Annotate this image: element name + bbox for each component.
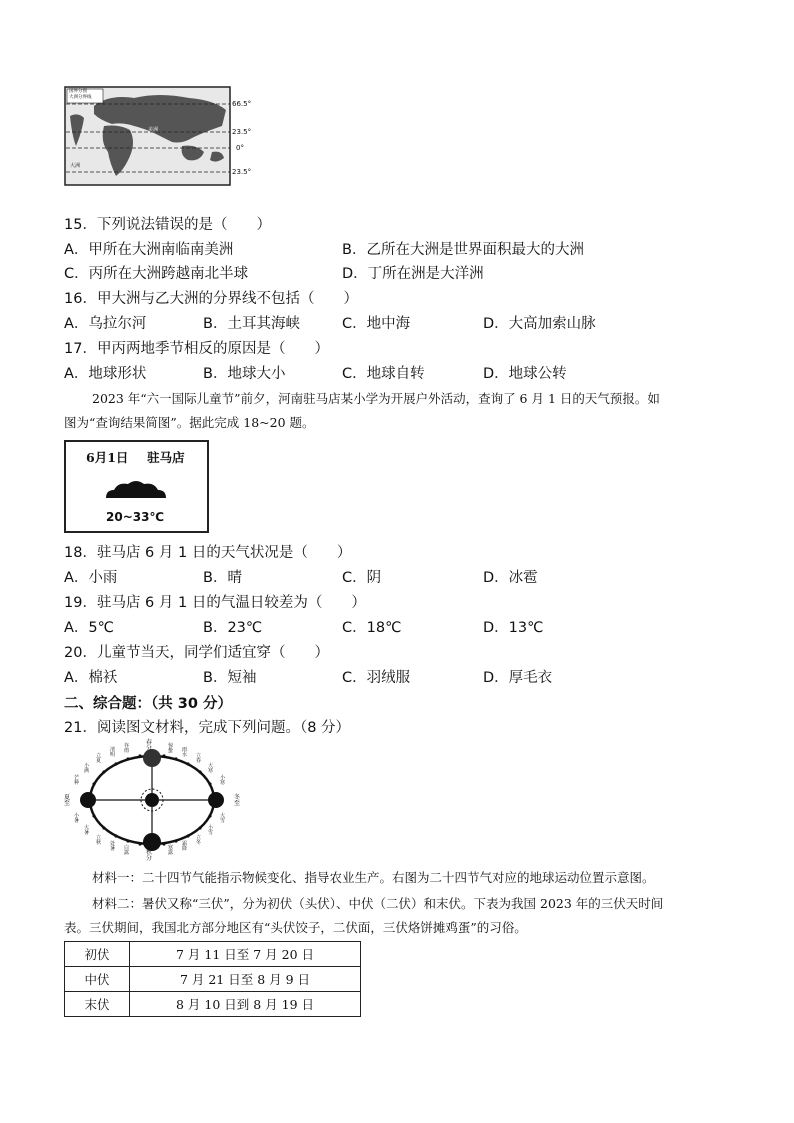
world-map-image [64,86,248,186]
map-legend-item: 国界分图 [69,89,87,94]
term-label: 大暑 [84,825,90,836]
q17-option-d[interactable]: D．地球公转 [483,366,567,382]
q18-option-a[interactable]: A．小雨 [64,570,118,586]
q15-option-b[interactable]: B．乙所在大洲是世界面积最大的大洲 [342,242,584,258]
q15-option-d[interactable]: D．丁所在洲是大洋洲 [342,266,484,282]
lat-label: 23.5° [232,128,252,136]
world-map-figure [64,86,252,186]
table-cell-name: 初伏 [65,942,130,967]
material-two-line: 表。三伏期间，我国北方部分地区有“头伏饺子，二伏面，三伏烙饼摊鸡蛋”的习俗。 [64,920,527,935]
q19-option-a[interactable]: A．5℃ [64,620,114,636]
lat-label: 23.5° [232,168,252,176]
material-one: 材料一：二十四节气能指示物候变化、指导农业生产。右图为二十四节气对应的地球运动位置示意图。 [92,870,655,885]
solar-terms-figure [64,739,254,862]
q19-option-d[interactable]: D．13℃ [483,620,544,636]
term-label: 处暑 [110,841,116,852]
q19-option-c[interactable]: C．18℃ [342,620,402,636]
map-left-label: 大洲 [70,163,81,169]
lat-label: 66.5° [232,100,252,108]
question-17-stem: 17．甲丙两地季节相反的原因是（ ） [64,341,329,357]
term-label: 大雪 [220,813,226,824]
term-label-right: 冬至 [234,794,241,807]
term-label-bottom: 秋分 [146,849,153,862]
q18-option-b[interactable]: B．晴 [203,570,242,586]
q20-option-c[interactable]: C．羽绒服 [342,670,411,686]
lat-label: 0° [236,144,244,152]
q16-option-d[interactable]: D．大高加索山脉 [483,316,596,332]
map-continent-label: 美洲 [148,127,159,133]
term-label: 小雪 [208,825,214,836]
weather-card [64,440,209,533]
table-cell-period: 8 月 10 日到 8 月 19 日 [130,992,361,1017]
q15-option-a[interactable]: A．甲所在大洲南临南美洲 [64,242,234,258]
q18-option-d[interactable]: D．冰雹 [483,570,538,586]
term-label: 谷雨 [124,743,130,754]
term-label: 立春 [196,753,202,764]
table-cell-name: 中伏 [65,967,130,992]
question-18-stem: 18．驻马店 6 月 1 日的天气状况是（ ） [64,545,352,561]
term-label: 小暑 [74,813,80,824]
term-label: 大寒 [208,763,214,774]
q16-option-b[interactable]: B．土耳其海峡 [203,316,300,332]
weather-temp: 20~33℃ [106,510,164,524]
term-label-top: 春分 [146,739,153,752]
q20-option-a[interactable]: A．棉袄 [64,670,118,686]
weather-city: 驻马店 [147,450,185,465]
material-two-line: 材料二：暑伏又称“三伏”，分为初伏（头伏）、中伏（二伏）和末伏。下表为我国 2023 年的三伏天时间 [92,896,664,911]
question-19-stem: 19．驻马店 6 月 1 日的气温日较差为（ ） [64,595,366,611]
table-row [65,967,361,992]
table-cell-name: 末伏 [65,992,130,1017]
term-label: 寒露 [168,845,174,856]
q18-option-c[interactable]: C．阴 [342,570,382,586]
term-label: 立秋 [96,835,102,846]
q16-option-c[interactable]: C．地中海 [342,316,411,332]
term-label: 立夏 [96,753,102,764]
q20-option-b[interactable]: B．短袖 [203,670,257,686]
table-row [65,942,361,967]
question-16-stem: 16．甲大洲与乙大洲的分界线不包括（ ） [64,291,358,307]
table-cell-period: 7 月 21 日至 8 月 9 日 [130,967,361,992]
question-20-stem: 20．儿童节当天，同学们适宜穿（ ） [64,645,329,661]
q17-option-a[interactable]: A．地球形状 [64,366,147,382]
term-label: 惊蛰 [168,743,174,754]
q19-option-b[interactable]: B．23℃ [203,620,263,636]
q15-option-c[interactable]: C．丙所在大洲跨越南北半球 [64,266,249,282]
question-21-stem: 21．阅读图文材料，完成下列问题。（8 分） [64,720,351,736]
term-label: 芒种 [74,775,80,786]
passage-line: 图为“查询结果简图”。据此完成 18~20 题。 [64,415,315,430]
section-title: 二、综合题：（共 30 分） [64,696,233,712]
term-label: 立冬 [196,835,202,846]
term-label: 小寒 [220,775,226,786]
term-label: 白露 [124,845,130,856]
term-label: 霜降 [182,841,188,852]
q20-option-d[interactable]: D．厚毛衣 [483,670,553,686]
table-row [65,992,361,1017]
table-cell-period: 7 月 11 日至 7 月 20 日 [130,942,361,967]
term-label-left: 夏至 [64,794,71,807]
orbit-diagram [64,739,254,862]
q16-option-a[interactable]: A．乌拉尔河 [64,316,147,332]
term-label: 小满 [84,763,90,774]
question-15-stem: 15．下列说法错误的是（ ） [64,217,271,233]
weather-date: 6月1日 [86,450,129,465]
passage-line: 2023 年“六一国际儿童节”前夕，河南驻马店某小学为开展户外活动，查询了 6 月 1 日的天气预报。如 [92,391,660,406]
cloudy-icon [104,476,168,500]
term-label: 清明 [110,747,116,758]
map-legend-item: 大洲分界线 [69,95,92,100]
sanfu-table [64,941,361,1017]
q17-option-b[interactable]: B．地球大小 [203,366,286,382]
term-label: 雨水 [182,747,188,758]
q17-option-c[interactable]: C．地球自转 [342,366,425,382]
